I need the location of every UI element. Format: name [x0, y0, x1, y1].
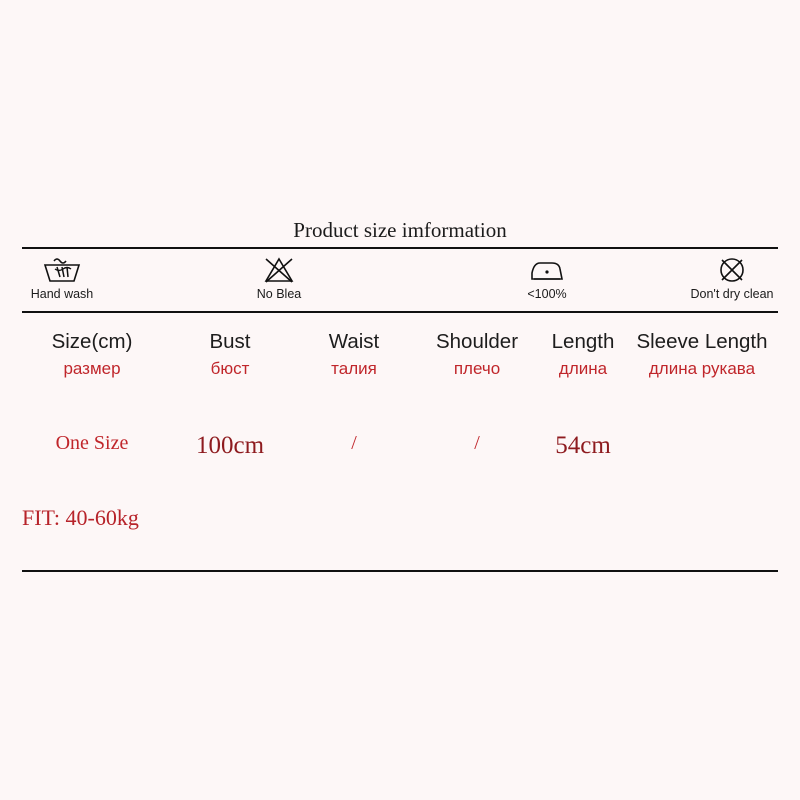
column-header-size-en: Size(cm)	[51, 330, 133, 353]
care-item-no-bleach	[199, 255, 359, 301]
column-header-shoulder-en: Shoulder	[435, 330, 519, 353]
column-header-sleeve-length-ru: длина рукава	[648, 359, 756, 378]
divider-top	[22, 247, 778, 249]
column-header-length-ru: длина	[558, 359, 608, 378]
column-header-bust	[162, 330, 298, 379]
iron-low-temp-icon	[467, 255, 627, 285]
care-item-no-dry-clean	[652, 255, 800, 301]
no-dry-clean-icon	[652, 255, 800, 285]
care-label-no-bleach: No Blea	[256, 287, 302, 301]
no-bleach-icon	[199, 255, 359, 285]
table-row	[22, 432, 778, 472]
divider-middle	[22, 311, 778, 313]
column-header-bust-en: Bust	[209, 330, 251, 353]
column-header-bust-ru: бюст	[210, 359, 250, 378]
cell-waist: /	[351, 432, 357, 454]
column-header-size-ru: размер	[63, 359, 121, 378]
column-header-shoulder-ru: плечо	[453, 359, 501, 378]
size-table-header	[22, 330, 778, 396]
hand-wash-icon	[0, 255, 142, 285]
care-item-iron	[467, 255, 627, 301]
size-table	[22, 330, 778, 396]
divider-bottom	[22, 570, 778, 572]
column-header-sleeve-length	[622, 330, 782, 379]
cell-size: One Size	[55, 432, 129, 454]
cell-length: 54cm	[555, 432, 611, 459]
column-header-waist	[290, 330, 418, 379]
column-header-sleeve-length-en: Sleeve Length	[636, 330, 768, 353]
care-label-iron: <100%	[527, 287, 567, 301]
page-title: Product size imformation	[293, 218, 507, 242]
care-instructions-row	[22, 255, 778, 307]
fit-note: FIT: 40-60kg	[22, 505, 139, 530]
cell-shoulder: /	[474, 432, 480, 454]
care-item-hand-wash	[0, 255, 142, 301]
column-header-waist-en: Waist	[328, 330, 380, 353]
care-label-no-dry-clean: Don't dry clean	[690, 287, 774, 301]
care-label-hand-wash: Hand wash	[30, 287, 94, 301]
cell-bust: 100cm	[195, 432, 265, 459]
column-header-length-en: Length	[551, 330, 615, 353]
column-header-size	[22, 330, 162, 379]
column-header-waist-ru: талия	[331, 359, 377, 378]
